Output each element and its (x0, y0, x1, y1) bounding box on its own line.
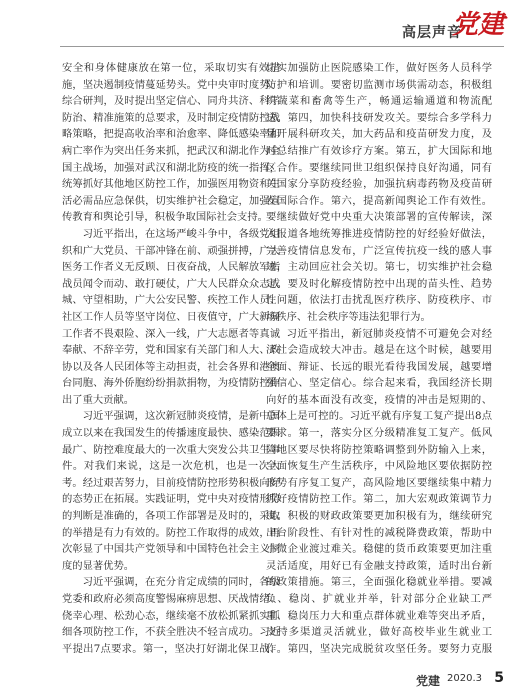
page-footer (0, 662, 520, 700)
paragraph: 安全和身体健康放在第一位，采取切实有效措施，坚决遏制疫情蔓延势头。党中央审时度势、综合研判，及时提出坚定信心、同舟共济、科学防治、精准施策的总要求，及时制定疫情防控战略策略，把提高收治率和治愈率、降低感染率和病亡率作为突出任务来抓，把武汉和湖北作为全国主战场，加强对武汉和湖北防疫的统一指挥，统筹抓好其他地区防控工作，加强医用物资和生活必需品应急保供，切实维护社会稳定，加强宣传教育和舆论引导，积极争取国际社会支持。 (62, 62, 280, 224)
paragraph: 切实加强防止医院感染工作，做好医务人员科学防护和培训。要密切监测市场供需动态，积极组织蔬菜和畜禽等生产，畅通运输通道和物流配送。第四，加快科技研发攻关。要综合多学科力量开展科研攻关，加大药品和疫苗研发力度，及时总结推广有效诊疗方案。第五，扩大国际和地区合作。要继续同世卫组织保持良好沟通，同有关国家分享防疫经验，加强抗病毒药物及疫苗研发国际合作。第六，提高新闻舆论工作有效性。要继续做好党中央重大决策部署的宣传解读，深入报道各地统筹推进疫情防控的好经验好做法，完善疫情信息发布，广泛宣传抗疫一线的感人事迹，主动回应社会关切。第七，切实维护社会稳定。要及时化解疫情防控中出现的苗头性、趋势性问题，依法打击扰乱医疗秩序、防疫秩序、市场秩序、社会秩序等违法犯罪行为。 (266, 62, 492, 323)
header-divider (60, 46, 504, 47)
paragraph: 习近平指出，在这场严峻斗争中，各级党组织和广大党员、干部冲锋在前、顽强拼搏，广大医务工作者义无反顾、日夜奋战，人民解放军指战员闻令而动、敢打硬仗，广大人民群众众志成城、守望相助，广大公安民警、疾控工作人员、社区工作人员等坚守岗位、日夜值守，广大新闻工作者不畏艰险、深入一线，广大志愿者等真诚奉献、不辞辛劳，党和国家有关部门和人大、政协以及各人民团体等主动担责，社会各界和港澳台同胞、海外侨胞纷纷捐款捐物，为疫情防控作出了重大贡献。 (62, 227, 280, 406)
section-title: 高层声音 (402, 25, 462, 41)
issue-number: 2020.3 (447, 673, 482, 684)
magazine-logo: 党建 (451, 10, 504, 40)
page-header (0, 0, 520, 52)
paragraph: 习近平强调，这次新冠肺炎疫情，是新中国成立以来在我国发生的传播速度最快、感染范围最广、防控难度最大的一次重大突发公共卫生事件。对我们来说，这是一次危机，也是一次大考。经过艰苦努力，目前疫情防控形势积极向好的态势正在拓展。实践证明，党中央对疫情形势的判断是准确的，各项工作部署是及时的，采取的举措是有力有效的。防控工作取得的成效，再次彰显了中国共产党领导和中国特色社会主义制度的显著优势。 (62, 410, 280, 572)
paragraph: 习近平指出，新冠肺炎疫情不可避免会对经济社会造成较大冲击。越是在这个时候，越要用全面、辩证、长远的眼光看待我国发展，越要增强信心、坚定信心。综合起来看，我国经济长期向好的基本面没有改变，疫情的冲击是短期的、总体上是可控的。习近平就有序复工复产提出8点要求。第一，落实分区分级精准复工复产。低风险地区要尽快将防控策略调整到外防输入上来，全面恢复生产生活秩序，中风险地区要依据防控形势有序复工复产，高风险地区要继续集中精力抓好疫情防控工作。第二，加大宏观政策调节力度。积极的财政政策要更加积极有为，继续研究出台阶段性、有针对性的减税降费政策，帮助中小微企业渡过难关。稳健的货币政策要更加注重灵活适度，用好已有金融支持政策，适时出台新的政策措施。第三，全面强化稳就业举措。要减负、稳岗、扩就业并举，针对部分企业缺工严重、稳岗压力大和重点群体就业难等突出矛盾，支持多渠道灵活就业，做好高校毕业生就业工作。第四，坚决完成脱贫攻坚任务。要努力克服 (266, 327, 492, 655)
article-column-right (266, 60, 492, 658)
page-number: 5 (494, 670, 504, 686)
article-column-left (62, 60, 280, 658)
paragraph: 习近平强调，在充分肯定成绩的同时，各级党委和政府必须高度警惕麻痹思想、厌战情绪、侥幸心理、松劲心态，继续毫不放松抓紧抓实抓细各项防控工作，不获全胜决不轻言成功。习近平提出7点要求。第一，坚决打好湖北保卫战、 (62, 576, 280, 655)
publication-name: 党建 (415, 674, 440, 688)
